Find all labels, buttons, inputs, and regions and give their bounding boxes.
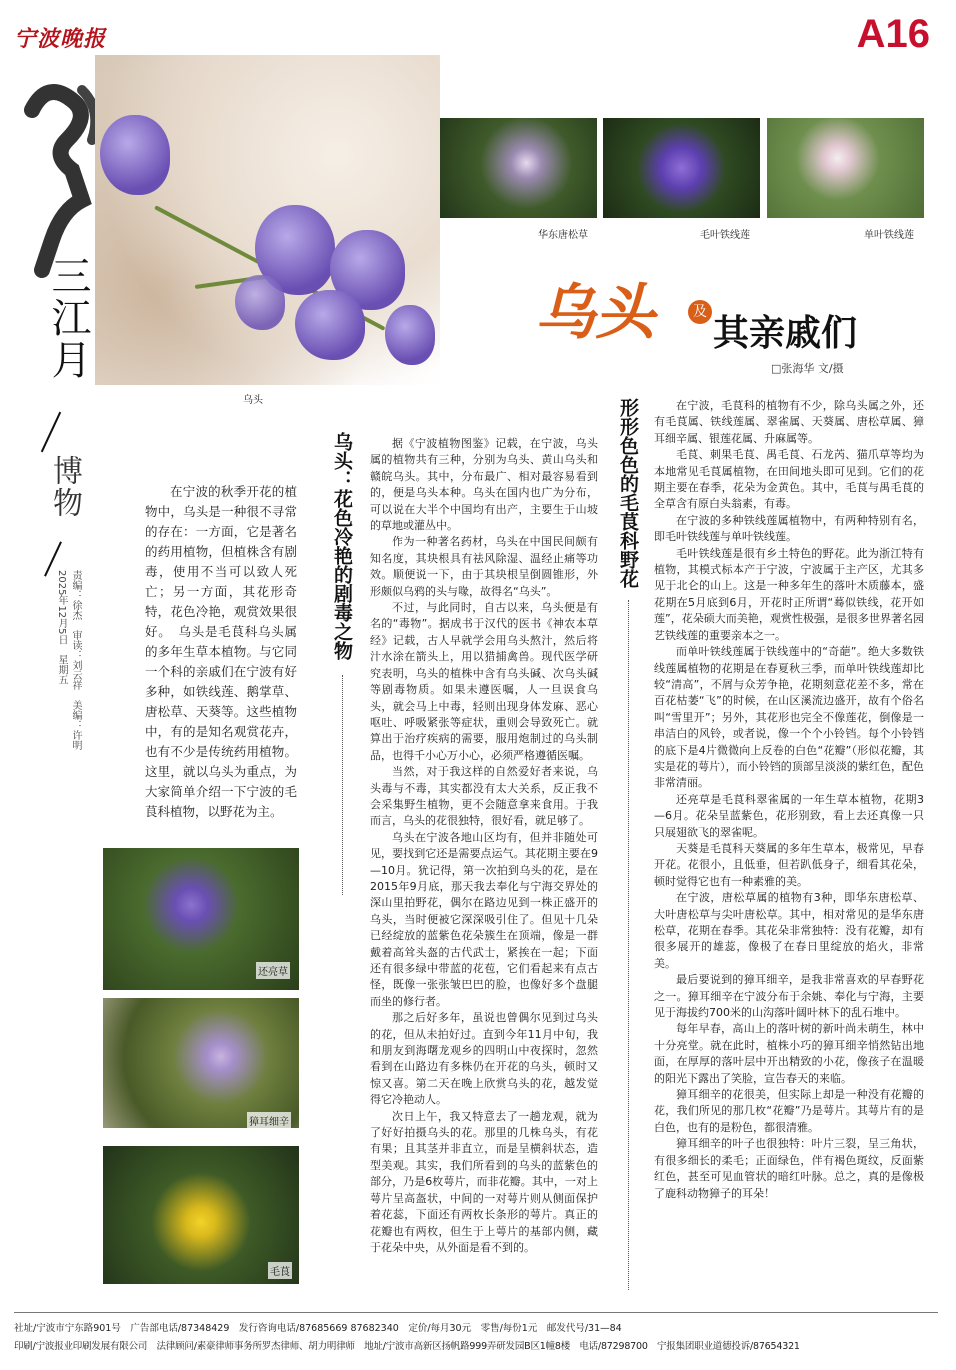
paragraph: 当然，对于我这样的自然爱好者来说，乌头毒与不毒，其实都没有太大关系，反正我不会采集野生植物，更不会随意拿来食用。于我而言，乌头的花很独特，很好看，就足够了。 [370,765,598,828]
thumb-photo-clematis-lanuginosa [603,118,760,218]
paragraph: 不过，与此同时，自古以来，乌头便是有名的“毒物”。据成书于汉代的医书《神农本草经》记载，古人早就学会用乌头熬汁，然后将汁水涂在箭头上，用以猎捕禽兽。现代医学研究表明，乌头的植株中含有乌头碱、次乌头碱等剧毒物质。如果未遵医嘱，人一旦误食乌头，就会马上中毒，轻则出现身体发麻、恶心呕吐、呼吸紧张等症状，重则会导致死亡。就算出于治疗疾病的需要，服用炮制过的乌头制品，也得千小心万小心，必须严格遵循医嘱。 [370,601,598,762]
thumb-caption: 华东唐松草 [538,230,588,241]
paragraph: 天葵是毛茛科天葵属的多年生草本，极常见，早春开花。花很小，且低垂，但若趴低身子，细看其花朵，顿时觉得它也有一种素雅的美。 [654,841,924,888]
paragraph: 而单叶铁线莲属于铁线莲中的“奇葩”。绝大多数铁线莲属植物的花期是在春夏秋三季，而单叶铁线莲却比较“清高”，不屑与众芳争艳，花期刻意花差不多，常在百花枯萎“飞”的时候，在山区溪流边盛开，故有个俗名叫“雪里开”；另外，其花形也完全不像莲花，倒像是一串洁白的风铃，或者说，像一个个小铃铛。每个小铃铛的底下是4片微微向上反卷的白色“花瓣”（形似花瓣，其实是花的萼片），而小铃铛的顶部呈淡淡的紫红色，配色非常清丽。 [654,645,924,790]
section-rule [628,600,629,1290]
photo-caption: 还亮草 [256,962,290,979]
lead-text: 在宁波的秋季开花的植物中，乌头是一种很不寻常的存在：一方面，它是著名的药用植物，但植株含有剧毒，使用不当可以致人死亡；另一方面，其花形奇特，花色冷艳，观赏效果很好。 乌头是毛茛科乌头属的多年生草本植物。与它同一个科的亲戚们在宁波有好多种，如铁线莲、鹅掌草、唐松草、天葵等。这些植物中，有的是知名观赏花卉，也有不少是传统药用植物。这里，就以乌头为重点，为大家简单介绍一下宁波的毛茛科植物，以野花为主。 [145,484,297,819]
divider-slash [41,412,61,453]
thumb-caption: 毛叶铁线莲 [700,230,750,241]
thumb-caption: 单叶铁线莲 [864,230,914,241]
photo-hepatica [103,998,299,1128]
section2-body [654,398,924,1286]
footer-line-2: 印刷/宁波报业印刷发展有限公司 法律顾问/素豪律师事务所罗杰律师、胡力明律师 地址/宁波市高新区扬帆路999弄研发园B区1幢8楼 电话/87298700 宁报集团职业道德投诉/87654321 [14,1341,800,1352]
date-line: 2025年12月5日 星期五 [56,570,67,685]
byline: □张海华 文/摄 [771,362,844,375]
paragraph: 据《宁波植物图鉴》记载，在宁波，乌头属的植物共有三种，分别为乌头、黄山乌头和赣皖乌头。其中，分布最广、相对最容易看到的，便是乌头本种。乌头在国内也广为分布，可以说在大半个中国均有出产，主要生于山坡的草地或灌丛中。 [370,437,598,533]
editor-credits [54,570,82,750]
footer-line-1: 社址/宁波市宁东路901号 广告部电话/87348429 发行咨询电话/87685669 87682340 定价/每月30元 零售/每份1元 邮发代号/31—84 [14,1323,622,1334]
paragraph: 还亮草是毛茛科翠雀属的一年生草本植物，花期3—6月。花朵呈蓝紫色，花形别致，看上去还真像一只只展翅欲飞的翠雀呢。 [654,792,924,839]
paragraph: 在宁波，毛茛科的植物有不少，除乌头属之外，还有毛茛属、铁线莲属、翠雀属、天葵属、唐松草属、獐耳细辛属、银莲花属、升麻属等。 [654,399,924,445]
thumb-photo-thalictrum [440,118,597,218]
paragraph: 毛茛、刺果毛茛、禺毛茛、石龙芮、猫爪草等均为本地常见毛茛属植物，在田间地头即可见到。它们的花期主要在春季，花朵为金黄色。其中，毛茛与禺毛茛的全草含有原白头翁素，有毒。 [654,448,924,511]
headline-connector: 及 [688,300,712,324]
paragraph: 乌头在宁波各地山区均有，但并非随处可见，要找到它还是需要点运气。其花期主要在9—10月。犹记得，第一次拍到乌头的花，是在2015年9月底，那天我去奉化与宁海交界处的深山里拍野花，偶尔在路边见到一株正盛开的乌头，当时便被它深深吸引住了。但见十几朵已经绽放的蓝紫色花朵簇生在顶端，像是一群戴着高耸头盔的古代武士，紧挨在一起；下面还有很多绿中带蓝的花苞，它们看起来有点古怪，既像一张张皱巴巴的脸，也像好多个盘腿而坐的修行者。 [370,830,598,1008]
aconite-hero-photo [95,55,440,385]
paragraph: 每年早春，高山上的落叶树的新叶尚未萌生，林中十分亮堂。就在此时，植株小巧的獐耳细辛悄然钻出地面，在厚厚的落叶层中开出精致的小花，像孩子在温暖的阳光下露出了笑脸，宣告春天的来临。 [654,1022,924,1085]
masthead-logo: 宁波晚报 [14,26,107,52]
paragraph: 獐耳细辛的叶子也很独特：叶片三裂，呈三角状，有很多细长的柔毛；正面绿色，伴有褐色斑纹，反面紫红色，甚至可见血管状的暗红叶脉。总之，真的是像极了鹿科动物獐子的耳朵！ [654,1137,924,1200]
paragraph: 次日上午，我又特意去了一趟龙观，就为了好好拍摄乌头的花。那里的几株乌头，有花有果；且其茎并非直立，而是呈横斜状态，造型美观。其实，我们所看到的乌头的蓝紫色的部分，乃是6枚萼片，而非花瓣。其中，一对上萼片呈高盔状，中间的一对萼片则从侧面保护着花蕊，下面还有两枚长条形的萼片。真正的花瓣也有两枚，但生于上萼片的基部内侧，藏于花朵中央，从外面是看不到的。 [370,1109,598,1254]
paragraph: 毛叶铁线莲是很有乡土特色的野花。此为浙江特有植物，其模式标本产于宁波，宁波属于主产区，尤其多见于北仑的山上。这是一种多年生的落叶木质藤本，盛花期在5月底到6月，开花时正所谓“蓦似铁线，花开如莲”，花朵硕大而美艳，观赏性极强，是很多世界著名园艺铁线莲的重要亲本之一。 [654,546,924,642]
lead-paragraph [145,482,297,822]
paragraph: 作为一种著名药材，乌头在中国民间颇有知名度，其块根具有祛风除湿、温经止痛等功效。顺便说一下，由于其块根呈倒圆锥形，外形颇似乌鸦的头与喙，故得名“乌头”。 [370,535,598,598]
column-title: 三江月 [45,255,91,381]
credit-line: 责编：徐杰 审读：刘云祥 美编：许明 [70,570,81,750]
paragraph: 在宁波的多种铁线莲属植物中，有两种特别有名，即毛叶铁线莲与单叶铁线莲。 [654,513,924,544]
footer-divider [14,1312,938,1313]
paragraph: 獐耳细辛的花很美，但实际上却是一种没有花瓣的花，我们所见的那几枚“花瓣”乃是萼片。其萼片有的是白色，也有的是粉色，都很清雅。 [654,1088,924,1134]
column-section: 博物 [47,455,82,519]
paragraph: 那之后好多年，虽说也曾偶尔见到过乌头的花，但从未拍好过。直到今年11月中旬，我和朋友到海曙龙观乡的四明山中夜探时，忽然看到在山路边有多株仍在开花的乌头，顿时又惊又喜。第二天在晚上欣赏乌头的花，越发觉得它冷艳动人。 [370,1011,598,1107]
paragraph: 在宁波，唐松草属的植物有3种，即华东唐松草、大叶唐松草与尖叶唐松草。其中，相对常见的是华东唐松草，花期在春季。其花朵非常独特：没有花瓣，却有很多展开的雄蕊，像极了在春日里绽放的焰火，非常美。 [654,891,924,970]
headline-main: 乌头 [535,278,655,348]
section-rule [342,675,343,895]
paragraph: 最后要说到的獐耳细辛，是我非常喜欢的早春野花之一。獐耳细辛在宁波分布于余姚、奉化与宁海，主要见于海拔约700米的山沟落叶阔叶林下的乱石堆中。 [654,973,924,1020]
photo-caption: 獐耳细辛 [247,1112,291,1129]
page-number: A16 [856,12,930,56]
thumb-photo-clematis-henryi [767,118,924,218]
hero-caption: 乌头 [243,395,263,406]
photo-caption: 毛茛 [268,1262,292,1279]
headline-rest: 其亲戚们 [713,313,858,354]
section-heading: 乌头：花色冷艳的剧毒之物 [331,432,353,660]
section-heading: 形形色色的毛茛科野花 [617,398,639,588]
section1-body [370,436,598,1286]
